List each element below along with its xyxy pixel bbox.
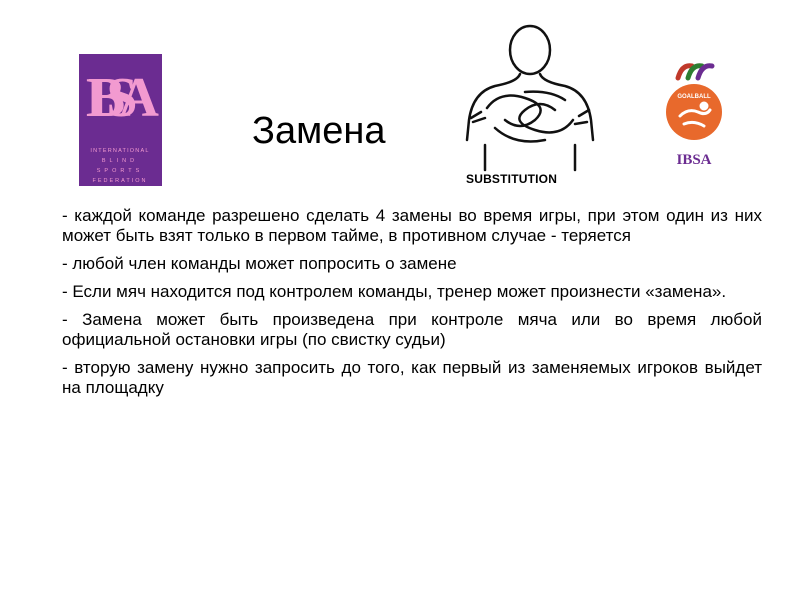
rule-paragraph: - вторую замену нужно запросить до того, как первый из заменяемых игроков выйдет на площадку bbox=[62, 358, 762, 397]
referee-caption: SUBSTITUTION bbox=[466, 172, 558, 186]
ibsa-logo-line-2: BLIND bbox=[101, 158, 139, 164]
rule-paragraph: - любой член команды может попросить о замене bbox=[62, 254, 457, 273]
ibsa-logo-line-1: INTERNATIONAL bbox=[90, 148, 150, 154]
ibsa-logo-letters: IBSA bbox=[85, 67, 155, 129]
ibsa-logo-line-3: SPORTS bbox=[96, 168, 144, 174]
slide-body bbox=[62, 206, 762, 406]
ibsa-logo-line-4: FEDERATION bbox=[92, 178, 148, 184]
rule-paragraph: - каждой команде разрешено сделать 4 замены во время игры, при этом один из них может быть взят только в первом тайме, в противном случае - теряется bbox=[62, 206, 762, 245]
goalball-bottom-text: IBSA bbox=[676, 152, 712, 168]
referee-substitution-gesture-icon bbox=[455, 20, 605, 190]
ibsa-logo bbox=[79, 54, 162, 186]
goalball-logo bbox=[660, 60, 726, 172]
slide-title: Замена bbox=[252, 110, 386, 152]
goalball-arc-text: GOALBALL bbox=[677, 94, 711, 100]
rule-paragraph: - Замена может быть произведена при контроле мяча или во время любой официальной остановки игры (по свистку судьи) bbox=[62, 310, 762, 349]
rule-paragraph: - Если мяч находится под контролем команды, тренер может произнести «замена». bbox=[62, 282, 727, 301]
